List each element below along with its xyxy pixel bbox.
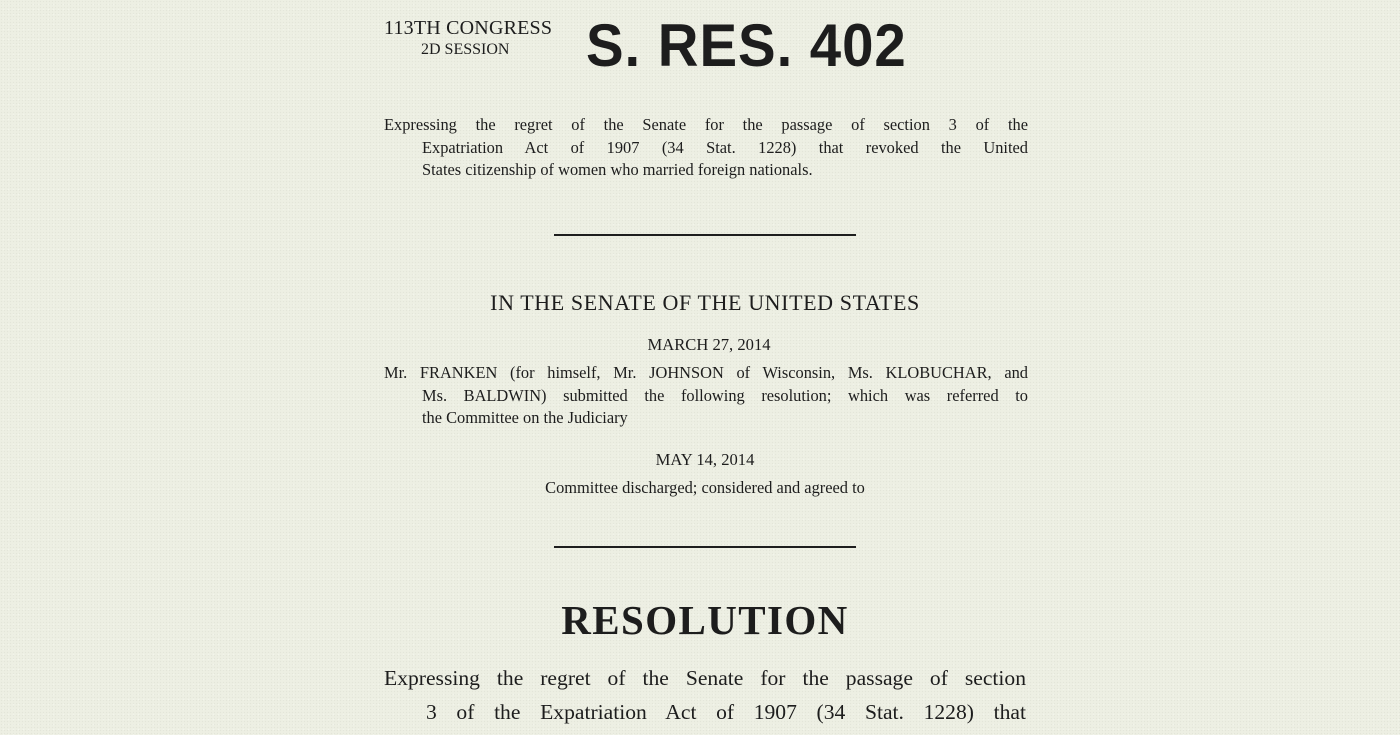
resolution-heading: RESOLUTION [561,597,849,643]
sponsor-statement [384,362,1028,430]
introduced-date: MARCH 27, 2014 [647,335,771,354]
divider-rule [554,234,856,236]
congress-label: 113TH CONGRESS [384,17,553,39]
title-summary-line: Expatriation Act of 1907 (34 Stat. 1228) that revoked the United [422,137,1028,157]
sponsor-line: Ms. BALDWIN) submitted the following resolution; which was referred to [422,385,1028,405]
resolution-number: S. RES. 402 [586,12,907,79]
divider-rule [554,546,856,548]
title-summary-line: Expressing the regret of the Senate for the passage of section 3 of the [384,115,1028,134]
sponsor-line: Mr. FRANKEN (for himself, Mr. JOHNSON of Wisconsin, Ms. KLOBUCHAR, and [384,363,1028,382]
chamber-heading: IN THE SENATE OF THE UNITED STATES [490,290,920,315]
title-summary [384,114,1028,182]
action-text: Committee discharged; considered and agreed to [545,478,865,497]
title-summary-line: States citizenship of women who married foreign nationals. [422,160,813,179]
resolution-line: 3 of the Expatriation Act of 1907 (34 Stat. 1228) that [426,700,1026,724]
resolution-text [384,661,1026,729]
action-date: MAY 14, 2014 [655,450,755,469]
sponsor-line: the Committee on the Judiciary [422,408,628,427]
resolution-line: Expressing the regret of the Senate for the passage of section [384,666,1026,690]
session-label: 2D SESSION [421,41,510,58]
